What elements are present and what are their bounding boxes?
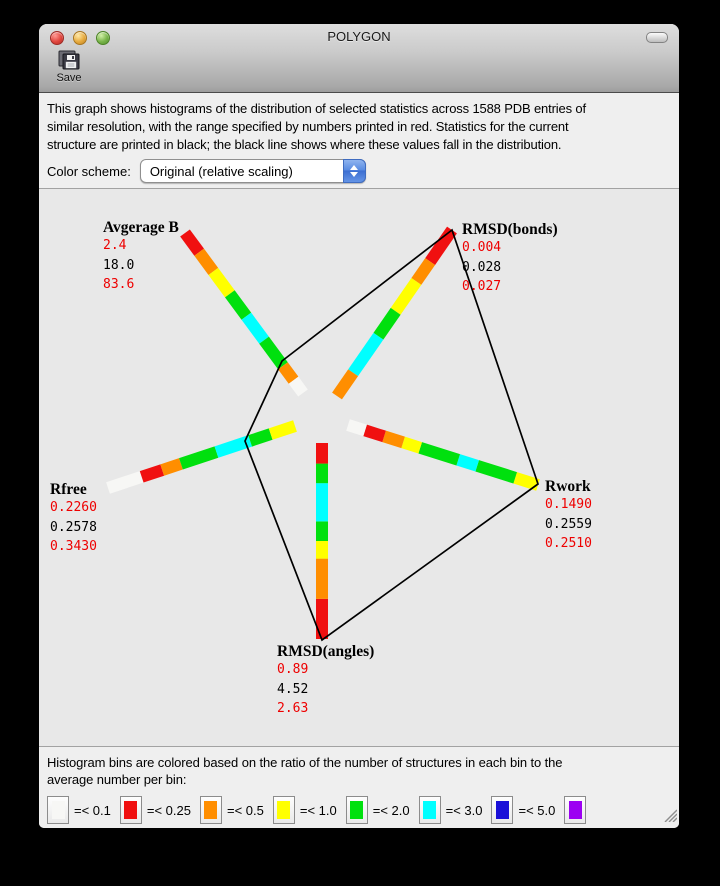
stat-current-value: 0.2559 <box>545 516 592 532</box>
stat-current-value: 4.52 <box>277 681 309 697</box>
legend-bin-label: =< 1.0 <box>299 802 337 818</box>
stat-max-value: 0.2510 <box>545 536 592 551</box>
stat-max-value: 0.027 <box>462 279 502 294</box>
legend-swatch-box <box>47 796 69 824</box>
legend-bin-label: =< 0.25 <box>146 802 191 818</box>
stat-max-value: 0.3430 <box>50 539 97 554</box>
stat-min-value: 0.1490 <box>545 497 592 512</box>
legend-bin-orange <box>200 796 264 824</box>
legend-swatch-box <box>120 796 142 824</box>
polygon-window <box>39 24 679 828</box>
color-scheme-row <box>47 159 366 183</box>
color-scheme-select[interactable] <box>140 159 366 183</box>
legend-bin-blue <box>491 796 555 824</box>
stat-block-rwork <box>545 479 592 554</box>
chevron-up-icon <box>350 165 358 170</box>
legend-bin-cyan <box>419 796 483 824</box>
stat-min-value: 0.004 <box>462 240 502 255</box>
window-header <box>39 24 679 93</box>
chart-panel <box>39 189 679 747</box>
color-swatch-cyan <box>423 801 436 819</box>
legend-swatch-box <box>273 796 295 824</box>
legend-bin-label: =< 0.5 <box>226 802 264 818</box>
legend-panel <box>39 747 679 828</box>
legend-swatch-box <box>491 796 513 824</box>
legend-bin-label: =< 3.0 <box>445 802 483 818</box>
stat-name: Rwork <box>545 478 591 495</box>
stat-max-value: 2.63 <box>277 701 309 716</box>
description-panel <box>39 93 679 189</box>
stat-name: RMSD(angles) <box>277 643 375 660</box>
stat-min-value: 2.4 <box>103 238 127 253</box>
color-swatch-white <box>52 801 65 819</box>
legend-text-line: Histogram bins are colored based on the ratio of the number of structures in each bin to the <box>47 755 563 770</box>
legend-swatch-box <box>419 796 441 824</box>
legend-bin-green <box>346 796 410 824</box>
color-scheme-selected-value: Original (relative scaling) <box>149 163 293 179</box>
color-swatch-purple <box>569 801 582 819</box>
save-icon <box>49 48 89 72</box>
legend-swatch-box <box>346 796 368 824</box>
legend-bins-row <box>47 796 679 824</box>
stat-current-value: 0.028 <box>462 259 502 275</box>
stat-block-rmsd-bonds <box>462 222 558 297</box>
stat-min-value: 0.89 <box>277 662 309 677</box>
toolbar-toggle-button[interactable] <box>646 32 668 43</box>
legend-bin-yellow <box>273 796 337 824</box>
color-swatch-yellow <box>277 801 290 819</box>
stat-name: RMSD(bonds) <box>462 221 558 238</box>
chevron-down-icon <box>350 172 358 177</box>
stat-block-rmsd-angles <box>277 644 374 719</box>
description-line: similar resolution, with the range specified by numbers printed in red. Statistics for the current <box>47 119 569 134</box>
chart-stat-labels <box>39 189 679 747</box>
color-swatch-green <box>350 801 363 819</box>
legend-bin-label: =< 0.1 <box>74 802 111 818</box>
legend-bin-red <box>120 796 191 824</box>
description-line: structure are printed in black; the black line shows where these values fall in the distribution. <box>47 137 562 152</box>
legend-bin-label: =< 2.0 <box>372 802 410 818</box>
legend-text-line: average number per bin: <box>47 772 187 787</box>
stat-block-avgerage-b <box>103 220 179 295</box>
dropdown-stepper-icon <box>343 159 366 183</box>
stat-name: Avgerage B <box>103 219 179 236</box>
stat-name: Rfree <box>50 481 87 498</box>
legend-swatch-box <box>200 796 222 824</box>
legend-bin-label: =< 5.0 <box>518 802 556 818</box>
color-swatch-orange <box>204 801 217 819</box>
toolbar <box>39 50 679 91</box>
save-button[interactable] <box>49 48 89 84</box>
resize-grip[interactable] <box>662 807 677 827</box>
color-scheme-label: Color scheme: <box>47 163 131 179</box>
stat-max-value: 83.6 <box>103 277 135 292</box>
save-button-label: Save <box>56 72 82 84</box>
window-title: POLYGON <box>327 29 391 44</box>
legend-swatch-box <box>564 796 586 824</box>
stat-min-value: 0.2260 <box>50 500 97 515</box>
stat-block-rfree <box>50 482 97 557</box>
legend-bin-purple <box>564 796 586 824</box>
stat-current-value: 18.0 <box>103 257 135 273</box>
legend-bin-white <box>47 796 111 824</box>
title-bar <box>39 24 679 50</box>
color-swatch-blue <box>496 801 509 819</box>
stat-current-value: 0.2578 <box>50 519 97 535</box>
description-line: This graph shows histograms of the distribution of selected statistics across 1588 PDB entries of <box>47 101 586 116</box>
color-swatch-red <box>124 801 137 819</box>
